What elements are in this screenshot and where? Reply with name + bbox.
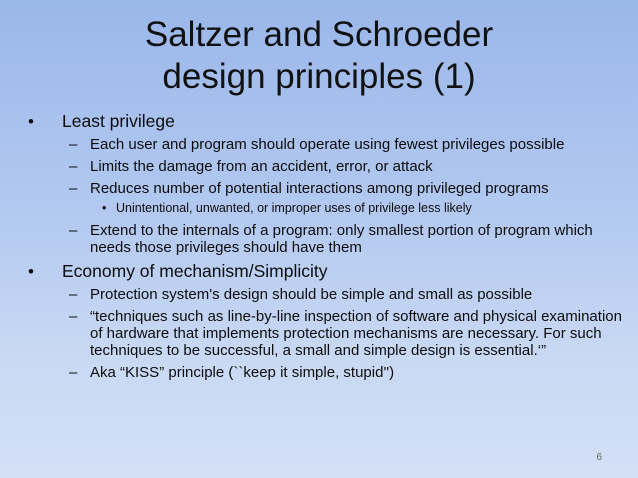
sub-bullet-text: Reduces number of potential interactions among privileged programs <box>90 180 549 197</box>
sub-bullet-text: Limits the damage from an accident, error, or attack <box>90 158 433 175</box>
sub-bullet <box>24 180 624 197</box>
slide-body <box>24 111 624 386</box>
sub-bullet <box>24 286 624 303</box>
bullet-marker: • <box>28 262 34 281</box>
sub-bullet-text: Extend to the internals of a program: only smallest portion of program which needs those privileges should have them <box>90 222 593 256</box>
dash-marker: – <box>69 158 78 175</box>
sub-bullet-text: “techniques such as line-by-line inspection of software and physical examination of hardware that implements protection mechanisms are necessary. For such techniques to be successful, a small and simple design is essential.‘” <box>90 308 622 359</box>
bullet-marker: • <box>28 112 34 131</box>
dash-marker: – <box>69 286 78 303</box>
title-line-1: Saltzer and Schroeder <box>144 15 494 54</box>
sub-bullet <box>24 222 624 256</box>
sub-bullet-text: Aka “KISS” principle (``keep it simple, stupid'') <box>90 364 395 381</box>
sub-bullet <box>24 308 624 359</box>
sub-bullet <box>24 136 624 153</box>
title-line-2: design principles (1) <box>162 57 476 96</box>
bullet-least-privilege <box>24 111 624 132</box>
bullet-text: Economy of mechanism/Simplicity <box>62 261 328 281</box>
bullet-text: Least privilege <box>62 111 175 131</box>
bullet-marker: • <box>102 201 107 215</box>
dash-marker: – <box>69 222 78 239</box>
bullet-economy-of-mechanism <box>24 261 624 282</box>
sub-sub-bullet <box>24 201 624 216</box>
slide-title <box>0 14 638 98</box>
sub-sub-bullet-text: Unintentional, unwanted, or improper uses of privilege less likely <box>116 201 472 215</box>
dash-marker: – <box>69 136 78 153</box>
page-number: 6 <box>596 452 602 463</box>
sub-bullet-text: Protection system's design should be simple and small as possible <box>90 286 533 303</box>
sub-bullet-text: Each user and program should operate using fewest privileges possible <box>90 136 565 153</box>
sub-bullet <box>24 364 624 381</box>
dash-marker: – <box>69 364 78 381</box>
dash-marker: – <box>69 308 78 325</box>
sub-bullet <box>24 158 624 175</box>
dash-marker: – <box>69 180 78 197</box>
